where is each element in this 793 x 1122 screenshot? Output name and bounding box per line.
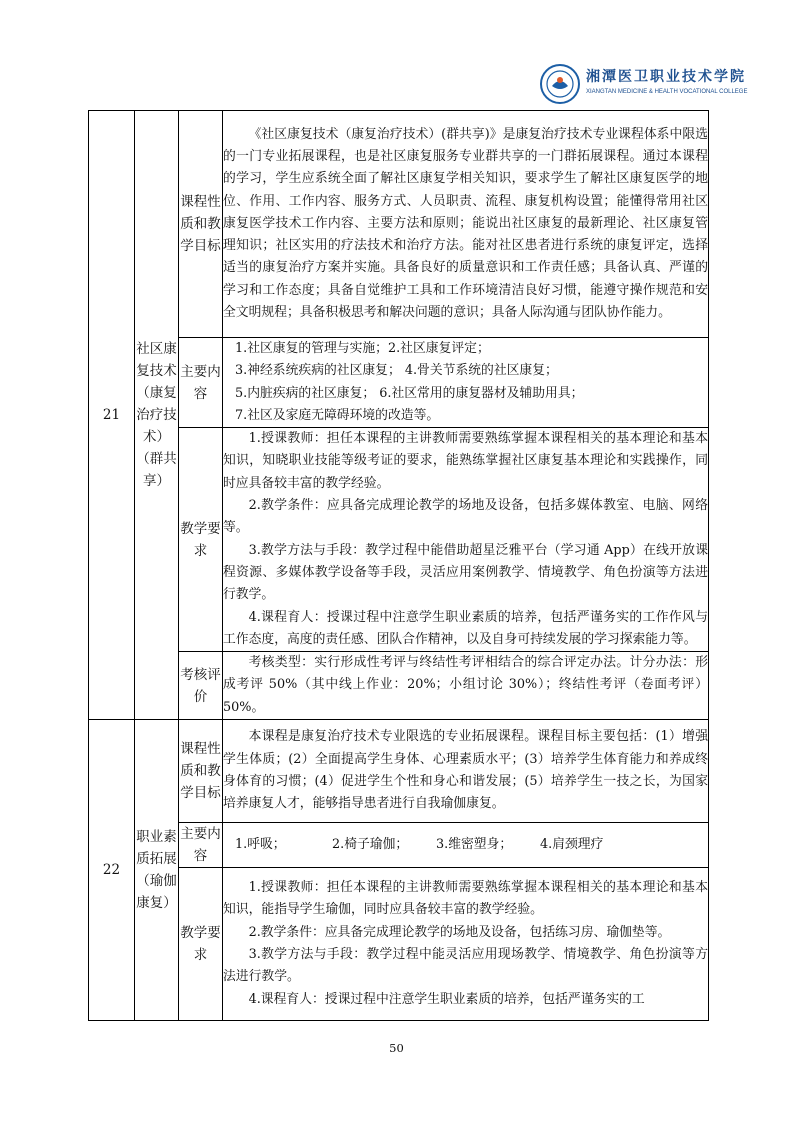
requirement-paragraph: 4.课程育人：授课过程中注意学生职业素质的培养，包括严谨务实的工作作风与工作态度，高度的责任感、团队合作精神，以及自身可持续发展的学习探索能力等。 — [223, 609, 708, 647]
nature-text: 本课程是康复治疗技术专业限选的专业拓展课程。课程目标主要包括：(1）增强学生体质；(2）全面提高学生身体、心理素质水平；(3）培养学生体育能力和养成终身体育的习惯；(4）促进学生个性和身心和谐发展；(5）培养学生一技之长，为国家培养康复人才，能够指导患者进行自我瑜伽康复。 — [223, 729, 708, 812]
content-item: 4.肩颈理疗 — [540, 836, 604, 852]
requirement-paragraph: 2.教学条件：应具备完成理论教学的场地及设备，包括练习房、瑜伽垫等。 — [248, 924, 671, 940]
requirement-paragraph: 3.教学方法与手段：教学过程中能灵活应用现场教学、情境教学、角色扮演等方法进行教学。 — [223, 947, 708, 985]
requirement-paragraph: 4.课程育人：授课过程中注意学生职业素质的培养，包括严谨务实的工 — [248, 991, 645, 1007]
section-content-nature — [223, 111, 709, 338]
content-line: 7.社区及家庭无障碍环境的改造等。 — [235, 407, 440, 423]
course-table — [88, 110, 709, 1021]
content-item: 2.椅子瑜伽； — [332, 836, 409, 852]
section-content-requirements — [223, 868, 709, 1021]
content-item: 1.呼吸； — [235, 836, 286, 852]
course-number: 21 — [89, 111, 135, 720]
table-row — [89, 823, 709, 868]
content-items — [223, 834, 708, 856]
section-content-main — [223, 338, 709, 428]
page-number: 50 — [389, 1041, 404, 1055]
college-logo — [540, 64, 748, 108]
table-row — [89, 720, 709, 823]
content-item: 3.维密塑身； — [436, 836, 513, 852]
assessment-text: 考核类型：实行形成性考评与终结性考评相结合的综合评定办法。计分办法：形成考评 50%（其中线上作业：20%；小组讨论 30%）；终结性考评（卷面考评）50%。 — [223, 655, 708, 715]
content-line: 3.神经系统疾病的社区康复； 4.骨关节系统的社区康复； — [235, 363, 558, 379]
requirement-paragraph: 1.授课教师：担任本课程的主讲教师需要熟练掌握本课程相关的基本理论和基本知识，能指导学生瑜伽，同时应具备较丰富的教学经验。 — [223, 880, 708, 918]
section-label-content: 主要内容 — [179, 338, 223, 428]
nature-text: 《社区康复技术（康复治疗技术）(群共享)》是康复治疗技术专业课程体系中限选的一门专业拓展课程，也是社区康复服务专业群共享的一门群拓展课程。通过本课程的学习，学生应系统全面了解社区康复学相关知识，要求学生了解社区康复医学的地位、作用、工作内容、服务方式、人员职责、流程、康复机构设置；能懂得常用社区康复医学技术工作内容、主要方法和原则；能说出社区康复的最新理论、社区康复管理知识；社区实用的疗法技术和治疗方法。能对社区患者进行系统的康复评定，选择适当的康复治疗方案并实施。具备良好的质量意识和工作责任感；具备认真、严谨的学习和工作态度；具备自觉维护工具和工作环境清洁良好习惯，能遵守操作规范和安全文明规程；具备积极思考和解决问题的意识；具备人际沟通与团队协作能力。 — [223, 126, 708, 321]
section-label-assessment: 考核评价 — [179, 652, 223, 720]
table-row — [89, 111, 709, 338]
section-content-nature — [223, 720, 709, 823]
requirement-paragraph: 1.授课教师：担任本课程的主讲教师需要熟练掌握本课程相关的基本理论和基本知识，知晓职业技能等级考证的要求，能熟练掌握社区康复基本理论和实践操作，同时应具备较丰富的教学经验。 — [223, 431, 708, 491]
section-content-requirements — [223, 428, 709, 652]
content-line: 1.社区康复的管理与实施；2.社区康复评定； — [235, 341, 490, 356]
course-name: 职业素质拓展（瑜伽康复） — [135, 720, 179, 1021]
table-row — [89, 428, 709, 652]
requirement-paragraph: 2.教学条件：应具备完成理论教学的场地及设备，包括多媒体教室、电脑、网络等。 — [223, 498, 708, 536]
section-label-requirements: 教学要求 — [179, 428, 223, 652]
content-line: 5.内脏疾病的社区康复； 6.社区常用的康复器材及辅助用具； — [235, 385, 584, 401]
section-label-requirements: 教学要求 — [179, 868, 223, 1021]
college-name-cn: 湘潭医卫职业技术学院 — [586, 69, 746, 85]
section-label-content: 主要内容 — [179, 823, 223, 868]
requirement-paragraph: 3.教学方法与手段：教学过程中能借助超星泛雅平台（学习通 App）在线开放课程资源、多媒体教学设备等手段，灵活应用案例教学、情境教学、角色扮演等方法进行教学。 — [223, 542, 708, 603]
section-content-assessment — [223, 652, 709, 720]
course-number: 22 — [89, 720, 135, 1021]
college-emblem-icon — [540, 64, 580, 104]
table-row — [89, 652, 709, 720]
section-content-main — [223, 823, 709, 868]
college-name-en: XIANGTAN MEDICINE & HEALTH VOCATIONAL COLLEGE — [586, 89, 748, 95]
table-row — [89, 868, 709, 1021]
section-label-nature: 课程性质和教学目标 — [179, 720, 223, 823]
section-label-nature: 课程性质和教学目标 — [179, 111, 223, 338]
table-row — [89, 338, 709, 428]
course-name: 社区康复技术（康复治疗技术）（群共享） — [135, 111, 179, 720]
